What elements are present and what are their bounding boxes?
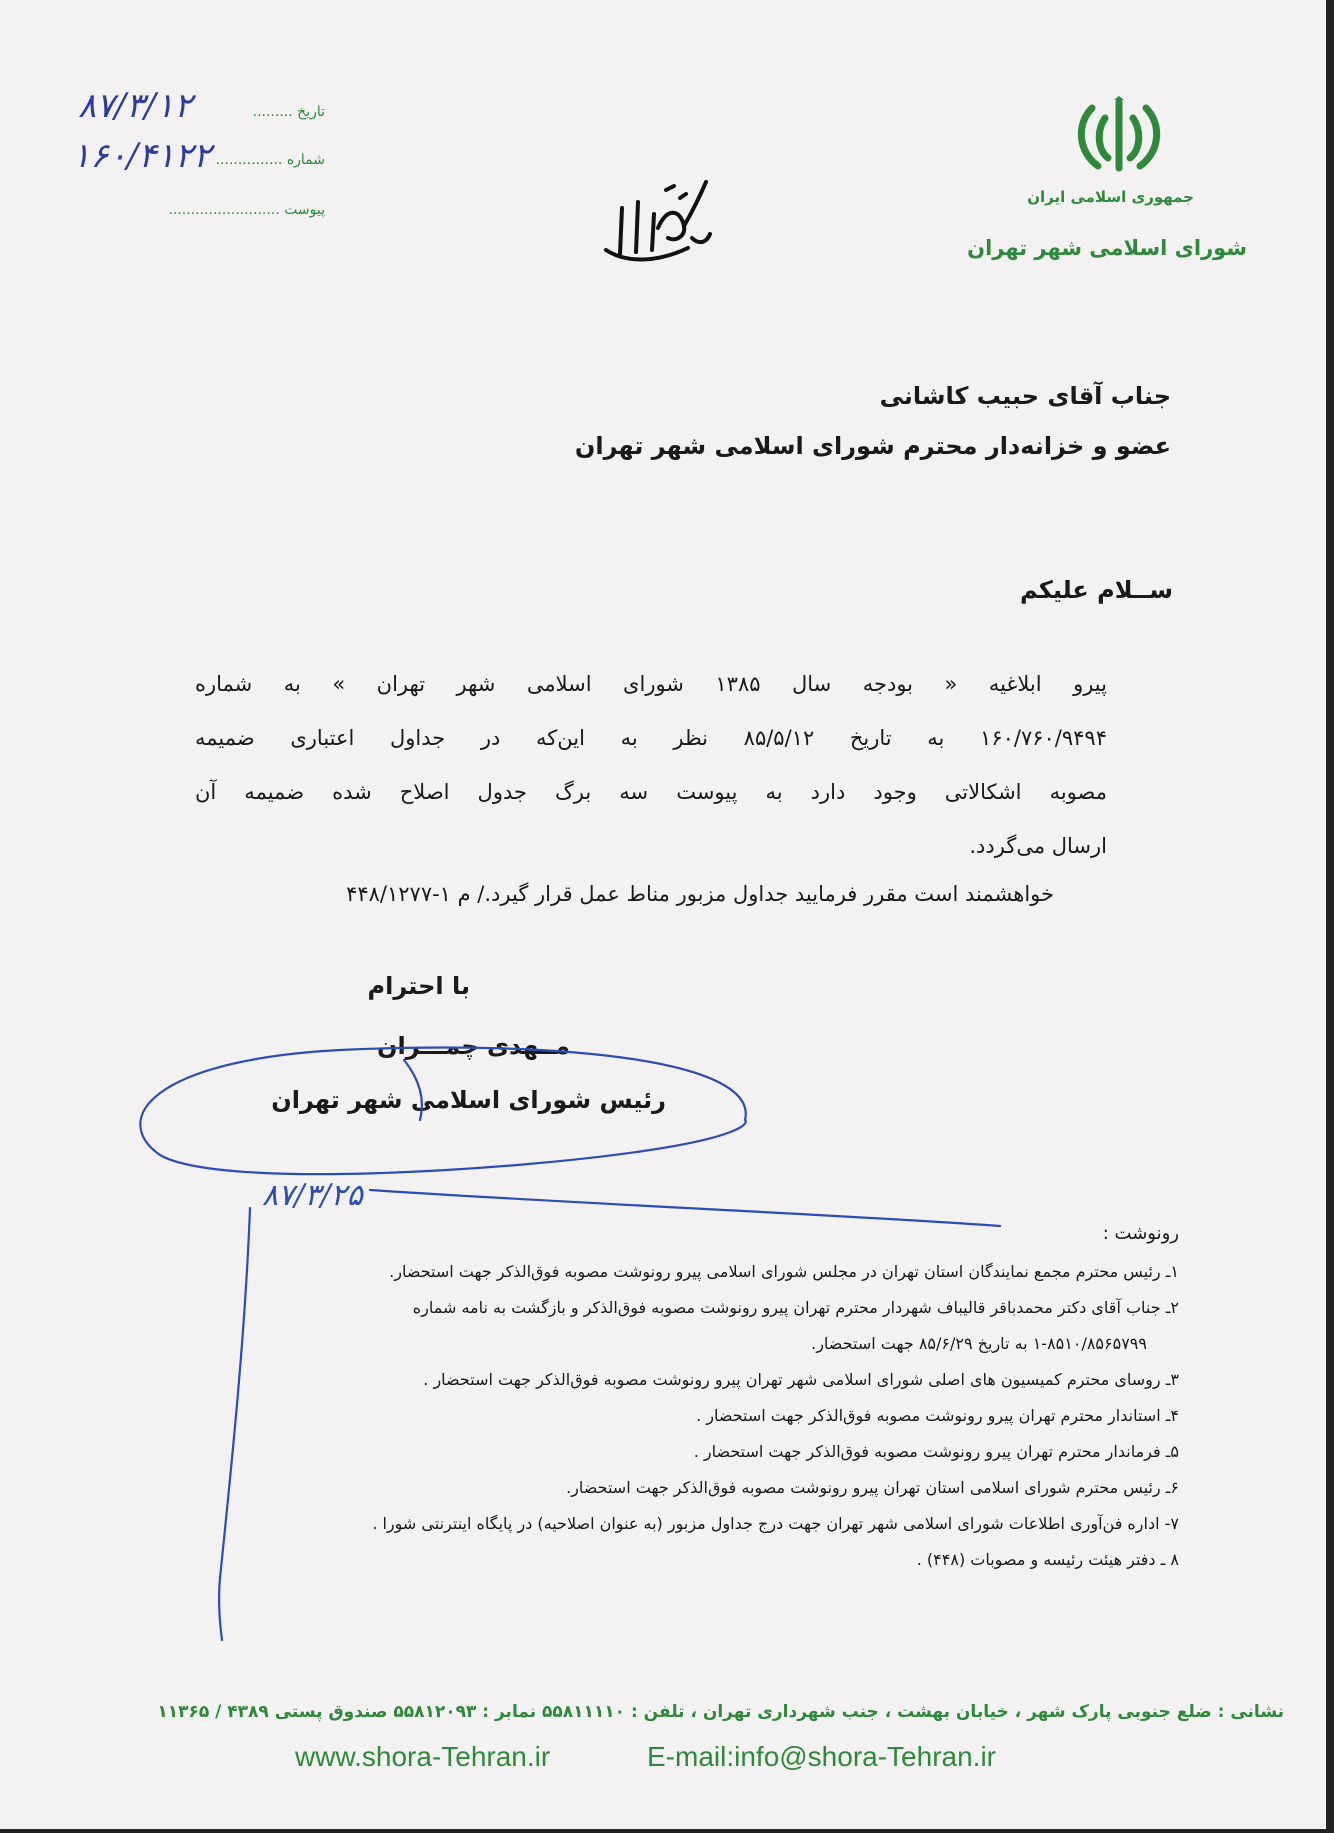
body-request: خواهشمند است مقرر فرمایید جداول مزبور مناط عمل قرار گیرد./ م ۱-۴۴۸/۱۲۷۷ [346, 882, 1054, 906]
footer-address: نشانی : ضلع جنوبی پارک شهر ، خیابان بهشت ، جنب شهرداری تهران ، تلفن : ۵۵۸۱۱۱۱۰ نمابر : ۵۵۸۱۲۰۹۳ صندوق پستی ۴۳۸۹ / ۱۱۳۶۵ [157, 1702, 1284, 1722]
body-line-2: ۱۶۰/۷۶۰/۹۴۹۴ به تاریخ ۸۵/۵/۱۲ نظر به این‌که در جداول اعتباری ضمیمه [195, 726, 1107, 750]
cc-item-6: ۶ـ رئیس محترم شورای اسلامی استان تهران پیرو رونوشت مصوبه فوق‌الذکر جهت استحضار. [566, 1478, 1179, 1497]
body-line-3: مصوبه اشکالاتی وجود دارد به پیوست سه برگ جدول اصلاح شده ضمیمه آن [195, 780, 1107, 804]
cc-item-3: ۳ـ روسای محترم کمیسیون های اصلی شورای اسلامی شهر تهران پیرو رونوشت مصوبه فوق‌الذکر جهت استحضار . [423, 1370, 1179, 1389]
cc-title: رونوشت : [1102, 1223, 1179, 1244]
body-line-1: پیرو ابلاغیه « بودجه سال ۱۳۸۵ شورای اسلامی شهر تهران » به شماره [195, 672, 1107, 696]
number-label: شماره [286, 152, 325, 168]
cc-item-2-cont: ۱-۸۵۱۰/۸۵۶۵۷۹۹ به تاریخ ۸۵/۶/۲۹ جهت استحضار. [811, 1334, 1147, 1353]
date-field: تاریخ ......... [252, 104, 325, 120]
republic-label: جمهوری اسلامی ایران [1027, 188, 1194, 206]
handwritten-date: ۸۷/۳/۱۲ [78, 86, 193, 126]
attachment-field: پیوست ......................... [168, 202, 325, 218]
number-field: شماره ............... [215, 152, 325, 168]
regards: با احترام [367, 972, 470, 1000]
cc-item-8: ۸ ـ دفتر هیئت رئیسه و مصوبات (۴۴۸) . [916, 1550, 1179, 1569]
cc-item-1: ۱ـ رئیس محترم مجمع نمایندگان استان تهران در مجلس شورای اسلامی پیرو رونوشت مصوبه فوق‌الذکر جهت استحضار. [389, 1262, 1179, 1281]
cc-item-7: ۷- اداره فن‌آوری اطلاعات شورای اسلامی شهر تهران جهت درج جداول مزبور (به عنوان اصلاحیه) در پایگاه اینترنتی شورا . [372, 1514, 1179, 1533]
greeting: ســلام علیکم [1020, 576, 1173, 604]
scan-border [1326, 0, 1334, 1833]
attachment-label: پیوست [284, 202, 325, 218]
handwritten-signature-date: ۸۷/۳/۲۵ [262, 1178, 363, 1213]
bismillah-calligraphy-icon [596, 168, 716, 278]
signatory-name: مــهدی چمـــران [377, 1032, 570, 1060]
council-label: شورای اسلامی شهر تهران [967, 236, 1247, 260]
iran-emblem-icon [1072, 96, 1166, 174]
cc-item-2: ۲ـ جناب آقای دکتر محمدباقر قالیباف شهردار محترم تهران پیرو رونوشت مصوبه فوق‌الذکر و بازگشت به نامه شماره [412, 1298, 1179, 1317]
footer-website-link[interactable]: www.shora-Tehran.ir [295, 1741, 551, 1772]
addressee-title: عضو و خزانه‌دار محترم شورای اسلامی شهر تهران [574, 432, 1171, 460]
scan-border-bottom [0, 1829, 1334, 1833]
handwritten-number: ۱۶۰/۴۱۲۲ [72, 136, 212, 176]
footer-email-link[interactable]: E-mail:info@shora-Tehran.ir [647, 1741, 996, 1772]
cc-item-4: ۴ـ استاندار محترم تهران پیرو رونوشت مصوبه فوق‌الذکر جهت استحضار . [696, 1406, 1179, 1425]
addressee-name: جناب آقای حبیب کاشانی [879, 382, 1171, 410]
cc-item-5: ۵ـ فرماندار محترم تهران پیرو رونوشت مصوبه فوق‌الذکر جهت استحضار . [693, 1442, 1179, 1461]
signatory-title: رئیس شورای اسلامی شهر تهران [271, 1086, 666, 1114]
body-line-4: ارسال می‌گردد. [969, 834, 1107, 858]
date-label: تاریخ [297, 104, 325, 120]
